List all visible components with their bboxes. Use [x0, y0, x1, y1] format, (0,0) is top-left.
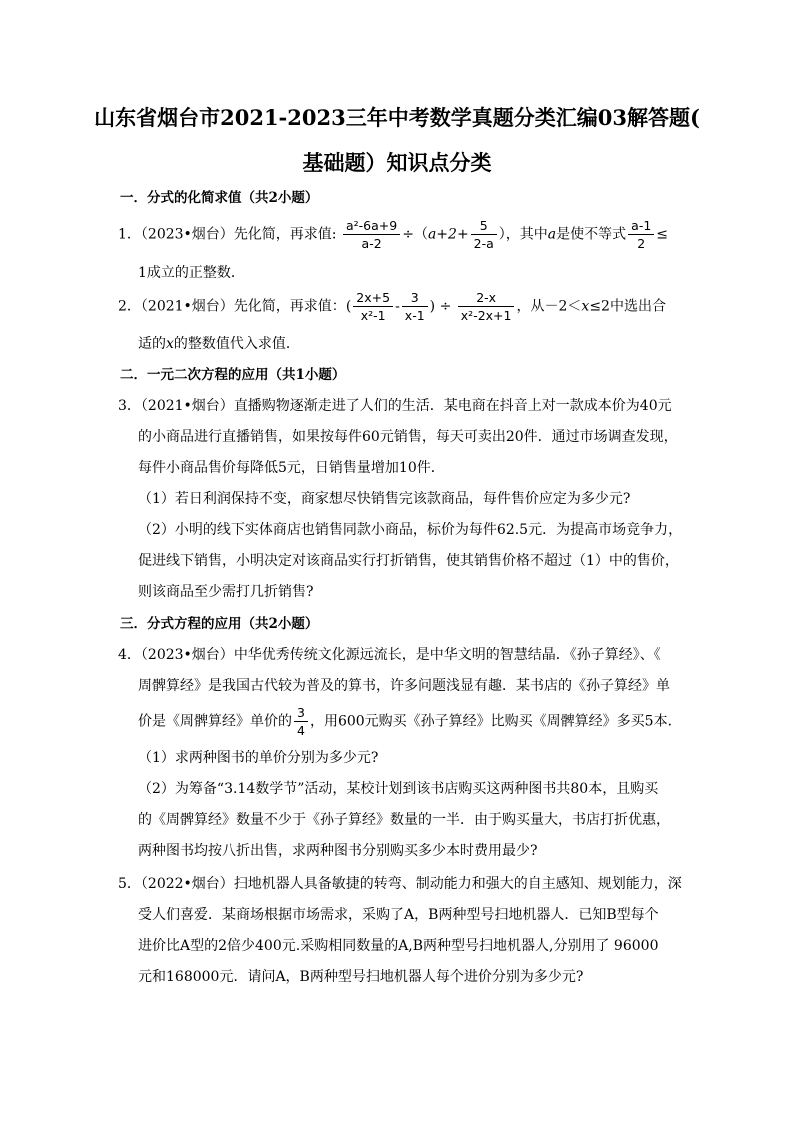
- question-source: （2023•烟台）: [140, 647, 234, 663]
- question-text: 直播购物逐渐走进了人们的生活．某电商在抖音上对一款成本价为40元: [233, 398, 672, 414]
- operator: ): [429, 298, 436, 315]
- fraction-numerator: a-1: [628, 218, 654, 235]
- operator: ÷: [439, 298, 452, 315]
- question-source: （2021•烟台）: [140, 298, 234, 315]
- question-text: 先化简，再求值：: [233, 298, 346, 315]
- variable: a: [547, 226, 557, 243]
- question-source: （2021•烟台）: [140, 398, 234, 414]
- document-title-line-1: 山东省烟台市2021-2023三年中考数学真题分类汇编03解答题(: [94, 105, 700, 130]
- fraction-denominator: x²-1: [360, 308, 386, 323]
- question-4-sub-2-line-3: 两种图书均按八折出售，求两种图书分别购买多少本时费用最少?: [138, 843, 538, 859]
- question-5-line-2: 受人们喜爱．某商场根据市场需求，采购了A，B两种型号扫地机器人．已知B型每个: [138, 907, 659, 923]
- fraction-denominator: 2: [637, 236, 646, 251]
- question-2-line-2: [138, 333, 300, 353]
- fraction: [294, 705, 308, 738]
- question-number: 1．: [118, 226, 141, 243]
- question-text: ，用600元购买《孙子算经》比购买《周髀算经》多买5本．: [309, 713, 682, 730]
- question-4-sub-2-line-2: 的《周髀算经》数量不少于《孙子算经》数量的一半．由于购买量大，书店打折优惠，: [138, 812, 670, 828]
- question-1-line-1: [118, 218, 668, 251]
- question-3-line-2: 的小商品进行直播销售，如果按每件60元销售，每天可卖出20件．通过市场调查发现，: [138, 429, 678, 445]
- section-heading-2: 二．一元二次方程的应用（共1小题）: [120, 367, 346, 383]
- question-5-line-1: [118, 873, 682, 893]
- fraction-numerator: 2-x: [458, 290, 515, 307]
- question-source: （2022•烟台）: [140, 876, 234, 892]
- fraction-numerator: 2x+5: [353, 290, 393, 307]
- operator: ÷（: [402, 226, 428, 243]
- question-4-line-2: 周髀算经》是我国古代较为普及的算书，许多问题浅显有趣．某书店的《孙子算经》单: [138, 678, 670, 694]
- fraction-denominator: 2-a: [473, 236, 494, 251]
- question-text: 价是《周髀算经》单价的: [138, 713, 292, 730]
- question-text: 扫地机器人具备敏捷的转弯、制动能力和强大的自主感知、规划能力，深: [233, 876, 682, 892]
- variable: x: [166, 336, 174, 352]
- fraction-numerator: a²-6a+9: [343, 218, 400, 235]
- fraction-numerator: 3: [402, 290, 428, 307]
- operator: ≤: [656, 226, 669, 243]
- fraction: [353, 290, 393, 323]
- question-text: 是使不等式: [556, 226, 627, 243]
- question-source: （2023•烟台）: [140, 226, 234, 243]
- question-5-line-3: 进价比A型的2倍少400元.采购相同数量的A,B两种型号扫地机器人,分别用了 96000: [138, 938, 659, 954]
- fraction: [628, 218, 654, 251]
- question-4-sub-1: （1）求两种图书的单价分别为多少元?: [138, 750, 379, 766]
- question-3-sub-1: （1）若日利润保持不变，商家想尽快销售完该款商品，每件售价应定为多少元?: [138, 491, 631, 507]
- question-number: 3．: [118, 398, 141, 414]
- question-text: 先化简，再求值:: [233, 226, 337, 243]
- question-1-line-2: 1成立的正整数．: [138, 265, 245, 281]
- question-3-sub-2-line-1: （2）小明的线下实体商店也销售同款小商品，标价为每件62.5元．为提高市场竞争力，: [138, 522, 683, 538]
- fraction: [343, 218, 400, 251]
- fraction: [458, 290, 515, 323]
- expression: a+2+: [427, 226, 469, 243]
- question-text: 的整数值代入求值．: [173, 336, 300, 352]
- question-text: 中华优秀传统文化源远流长，是中华文明的智慧结晶．《孙子算经》、《: [233, 647, 661, 663]
- fraction-numerator: 3: [294, 705, 308, 722]
- document-title-line-2: 基础题）知识点分类: [302, 150, 492, 175]
- question-text: 适的: [138, 336, 166, 352]
- fraction-denominator: 4: [297, 723, 305, 738]
- question-3-line-1: [118, 395, 672, 415]
- question-text: ≤2中选出合: [589, 298, 666, 315]
- question-4-sub-2-line-1: （2）为筹备“3.14数学节”活动，某校计划到该书店购买这两种图书共80本，且购买: [138, 781, 659, 797]
- fraction-denominator: x-1: [404, 308, 425, 323]
- question-3-line-3: 每件小商品售价每降低5元，日销售量增加10件．: [138, 460, 445, 476]
- question-text: ，从－2＜: [516, 298, 582, 315]
- question-number: 2．: [118, 298, 141, 315]
- question-2-line-1: [118, 290, 666, 323]
- fraction: [402, 290, 428, 323]
- question-4-line-3: [138, 705, 682, 738]
- question-text: ），其中: [498, 226, 548, 243]
- question-3-sub-2-line-2: 促进线下销售，小明决定对该商品实行打折销售，使其销售价格不超过（1）中的售价，: [138, 553, 679, 569]
- question-4-line-1: [118, 644, 661, 664]
- fraction: [471, 218, 497, 251]
- fraction-denominator: a-2: [361, 236, 382, 251]
- question-number: 5．: [118, 876, 141, 892]
- question-5-line-4: 元和168000元．请问A，B两种型号扫地机器人每个进价分别为多少元?: [138, 969, 584, 985]
- operator: (: [345, 298, 352, 315]
- section-heading-3: 三．分式方程的应用（共2小题）: [120, 616, 319, 632]
- section-heading-1: 一．分式的化简求值（共2小题）: [120, 190, 319, 206]
- variable: x: [581, 298, 590, 315]
- question-3-sub-2-line-3: 则该商品至少需打几折销售?: [138, 584, 314, 600]
- operator: -: [395, 298, 400, 315]
- question-number: 4．: [118, 647, 141, 663]
- fraction-numerator: 5: [471, 218, 497, 235]
- fraction-denominator: x²-2x+1: [460, 308, 512, 323]
